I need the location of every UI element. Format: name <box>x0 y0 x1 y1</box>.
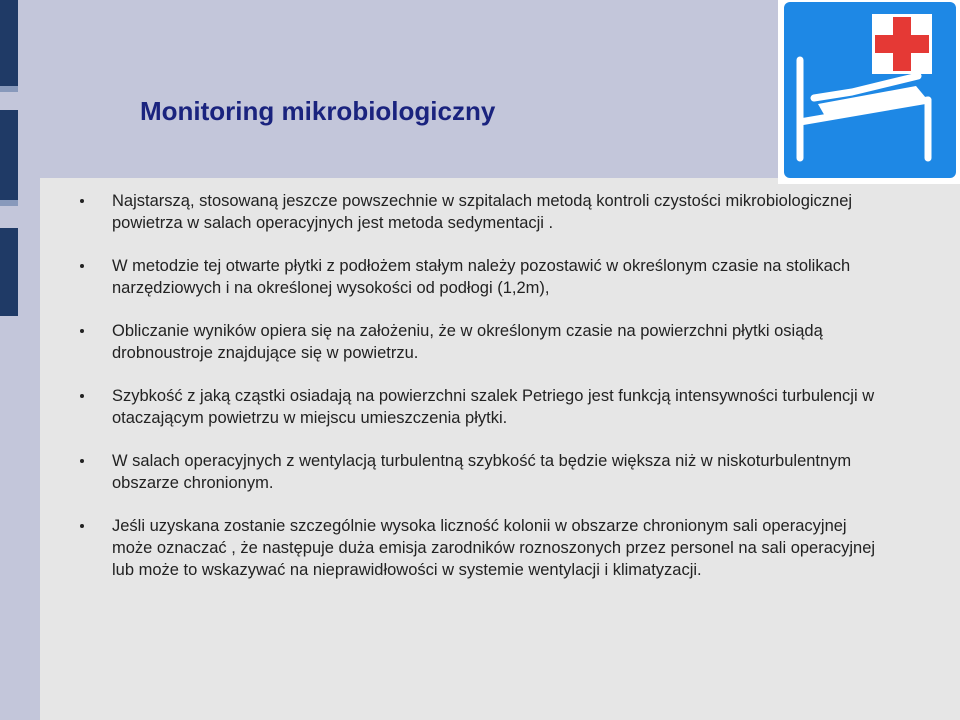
list-item: Jeśli uzyskana zostanie szczególnie wysoka liczność kolonii w obszarze chronionym sali operacyjnej może oznaczać , że następuje duża emisja zarodników roznoszonych przez personel na sali operacyjnej lub może to wskazywać na nieprawidłowości w systemie wentylacji i klimatyzacji. <box>80 515 880 581</box>
bullet-dot <box>80 394 84 398</box>
left-accent-bar <box>0 0 18 86</box>
list-item: W metodzie tej otwarte płytki z podłożem stałym należy pozostawić w określonym czasie na stolikach narzędziowych i na określonej wysokości od podłogi (1,2m), <box>80 255 880 299</box>
left-accent-bar <box>0 228 18 316</box>
bullet-dot <box>80 459 84 463</box>
bullet-dot <box>80 264 84 268</box>
list-item: Szybkość z jaką cząstki osiadają na powierzchni szalek Petriego jest funkcją intensywności turbulencji w otaczającym powietrzu w miejscu umieszczenia płytki. <box>80 385 880 429</box>
left-accent-separator <box>0 200 18 206</box>
bullet-dot <box>80 199 84 203</box>
left-accent-separator <box>0 86 18 92</box>
slide-title: Monitoring mikrobiologiczny <box>140 96 496 126</box>
list-item: Najstarszą, stosowaną jeszcze powszechnie w szpitalach metodą kontroli czystości mikrobiologicznej powietrza w salach operacyjnych jest metoda sedymentacji . <box>80 190 880 234</box>
bullet-list <box>80 190 880 602</box>
list-item: Obliczanie wyników opiera się na założeniu, że w określonym czasie na powierzchni płytki osiądą drobnoustroje znajdujące się w powietrzu. <box>80 320 880 364</box>
list-item: W salach operacyjnych z wentylacją turbulentną szybkość ta będzie większa niż w niskoturbulentnym obszarze chronionym. <box>80 450 880 494</box>
left-accent-bar <box>0 110 18 200</box>
hospital-sign <box>778 0 960 184</box>
hospital-bed-red-cross-icon <box>778 0 960 184</box>
bullet-dot <box>80 329 84 333</box>
bullet-dot <box>80 524 84 528</box>
